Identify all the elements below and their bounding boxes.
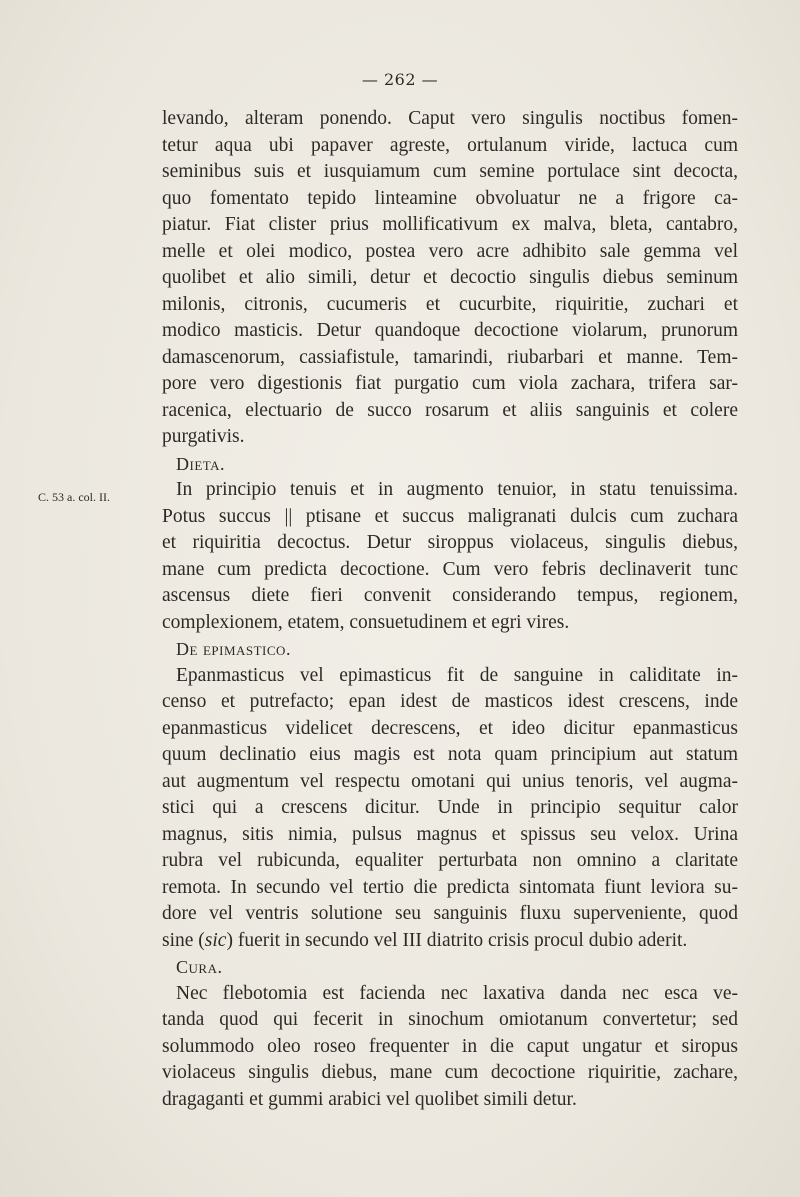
text-line: quolibet et alio simili, detur et decoctio singulis diebus seminum [162, 267, 738, 288]
text-line: rubra vel rubicunda, equaliter perturbata non omnino a claritate [162, 850, 738, 871]
section-heading-epimastico: De epimastico. [176, 639, 291, 659]
text-line: dore vel ventris solutione seu sanguinis fluxu superveniente, quod [162, 903, 738, 924]
paragraph-4 [162, 981, 738, 1114]
text-line: quum declinatio eius magis est nota quam principium aut statum [162, 744, 738, 765]
text-line: censo et putrefacto; epan idest de masticos idest crescens, inde [162, 691, 738, 712]
text-fragment: sine ( [162, 929, 205, 951]
text-line: modico masticis. Detur quandoque decoctione violarum, prunorum [162, 320, 738, 341]
text-line: epanmasticus videlicet decrescens, et ideo dicitur epanmasticus [162, 717, 738, 739]
text-line: Nec flebotomia est facienda nec laxativa danda nec esca ve- [176, 982, 738, 1004]
text-line: aut augmentum vel respectu omotani qui unius tenoris, vel augma- [162, 770, 738, 792]
text-fragment: ) fuerit in secundo vel III diatrito crisis procul dubio aderit. [226, 929, 688, 951]
text-line: mane cum predicta decoctione. Cum vero febris declinaverit tunc [162, 558, 738, 580]
text-line: milonis, citronis, cucumeris et cucurbite, riquiritie, zuchari et [162, 293, 738, 315]
sic-annotation: sic [204, 929, 227, 951]
text-line: damascenorum, cassiafistule, tamarindi, riubarbari et manne. Tem- [162, 346, 738, 368]
section-heading-cura: Cura. [176, 957, 223, 977]
text-line: remota. In secundo vel tertio die predicta sintomata fiunt leviora su- [162, 876, 738, 898]
text-line: ascensus diete fieri convenit considerando tempus, regionem, [162, 585, 738, 606]
text-line: quo fomentato tepido linteamine obvoluatur ne a frigore ca- [162, 187, 738, 209]
text-line: dragaganti et gummi arabici vel quolibet simili detur. [162, 1088, 577, 1110]
body-text [162, 106, 738, 1113]
text-line: Epanmasticus vel epimasticus fit de sanguine in caliditate in- [176, 664, 738, 686]
page-number: — 262 — [361, 70, 439, 89]
text-line: melle et olei modico, postea vero acre adhibito sale gemma vel [162, 240, 738, 262]
text-line: solummodo oleo roseo frequenter in die caput ungatur et siropus [162, 1035, 738, 1057]
text-line: purgativis. [162, 426, 245, 447]
text-line: In principio tenuis et in augmento tenuior, in statu tenuissima. [176, 479, 738, 500]
text-line: Potus succus || ptisane et succus maligranati dulcis cum zuchara [162, 505, 738, 527]
text-line: seminibus suis et iusquiamum cum semine portulace sint decocta, [162, 161, 738, 182]
text-line: levando, alteram ponendo. Caput vero singulis noctibus fomen- [162, 108, 738, 129]
text-line: magnus, sitis nimia, pulsus magnus et spissus seu velox. Urina [162, 823, 738, 845]
text-line: violaceus singulis diebus, mane cum decoctione riquiritie, zachare, [162, 1062, 738, 1083]
section-heading-dieta: Dieta. [176, 453, 226, 474]
text-line: racenica, electuario de succo rosarum et aliis sanguinis et colere [162, 399, 738, 421]
text-line: complexionem, etatem, consuetudinem et egri vires. [162, 611, 570, 633]
text-line: et riquiritia decoctus. Detur siroppus violaceus, singulis diebus, [162, 532, 738, 553]
text-line: stici qui a crescens dicitur. Unde in principio sequitur calor [162, 797, 738, 818]
text-line: tanda quod qui fecerit in sinochum omiotanum convertetur; sed [162, 1009, 738, 1030]
text-line: piatur. Fiat clister prius mollificativum ex malva, bleta, cantabro, [162, 214, 738, 235]
paragraph-1 [162, 106, 738, 451]
margin-reference: C. 53 a. col. II. [38, 490, 110, 504]
text-line [162, 928, 738, 955]
paragraph-2 [162, 477, 738, 636]
text-line: tetur aqua ubi papaver agreste, ortulanum viride, lactuca cum [162, 134, 738, 156]
paragraph-3 [162, 663, 738, 955]
text-line: pore vero digestionis fiat purgatio cum viola zachara, trifera sar- [162, 373, 738, 394]
